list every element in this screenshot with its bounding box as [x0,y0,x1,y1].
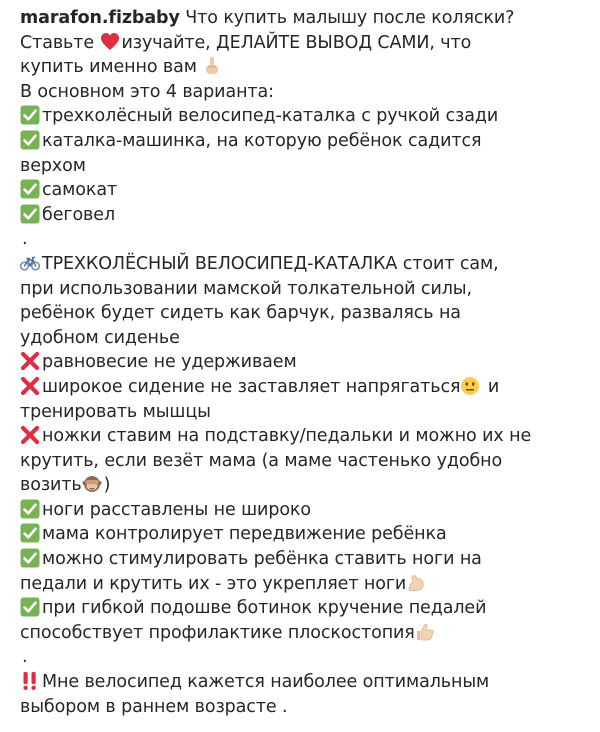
pro-text: ноги расставлены не широко [42,499,312,520]
green-check-icon [20,105,40,125]
conclusion-text: Мне велосипед кажется наиболее оптимальным [42,672,490,693]
caption-line [20,80,586,105]
thumbs-up-icon [415,622,435,642]
list-item [20,424,586,449]
caption-line [20,326,586,351]
green-check-icon [20,499,40,519]
con-text: тренировать мышцы [20,401,211,422]
red-cross-icon [20,376,40,396]
con-text: возить [20,475,82,496]
list-item [20,129,586,154]
caption-line [20,301,586,326]
caption-text: Ставьте [20,32,95,53]
caption-line [20,277,586,302]
see-no-evil-monkey-icon [82,474,102,494]
pro-text: способствует профилактике плоскостопия [20,622,415,643]
green-check-icon [20,548,40,568]
pro-text: педали и крутить их - это укрепляет ноги [20,573,407,594]
green-check-icon [20,597,40,617]
separator: . [22,229,28,250]
list-item [20,596,586,621]
variant-text: верхом [20,155,86,176]
variant-text: каталка-машинка, на которую ребёнок садится [42,130,482,151]
con-text: ) [103,475,111,496]
con-text: равновесие не удерживаем [42,352,297,373]
red-cross-icon [20,425,40,445]
caption-text: Что купить малышу после коляски? [185,8,515,28]
caption-line [20,55,586,80]
username-link[interactable]: marafon.fizbaby [20,8,180,28]
variant-text: самокат [42,180,118,201]
red-cross-icon [20,351,40,371]
green-check-icon [20,179,40,199]
list-item [20,350,586,375]
caption-text: купить именно вам [20,57,197,78]
pro-text: при гибкой подошве ботинок кручение педалей [42,598,487,619]
variant-text: беговел [42,204,116,225]
list-item [20,104,586,129]
neutral-face-icon [460,376,480,396]
list-item: широкое сидение не заставляет напрягаться и [20,375,586,400]
pro-text: мама контролирует передвижение ребёнка [42,524,447,545]
caption-line [20,670,586,695]
caption-line [20,154,586,179]
caption-text: В основном это 4 варианта: [20,81,274,102]
list-item [20,522,586,547]
caption-text: удобном сиденье [20,327,180,348]
bicycle-icon [20,253,40,273]
list-item [20,178,586,203]
caption-line [20,6,586,31]
variant-text: трехколёсный велосипед-каталка с ручкой сзади [42,106,499,127]
pointing-down-hand-icon [202,56,222,76]
separator: . [22,647,28,668]
caption-line [20,400,586,425]
green-check-icon [20,204,40,224]
flexed-biceps-icon [406,573,426,593]
caption-line [20,473,586,498]
caption-line [20,621,586,646]
con-text: широкое сидение не заставляет напрягаться [42,376,461,397]
list-item [20,547,586,572]
caption-text: стоит сам, [397,253,499,274]
list-item [20,203,586,228]
caption-line [20,572,586,597]
double-exclamation-icon [20,671,40,691]
caption-line [20,695,586,720]
caption-line [20,449,586,474]
green-check-icon [20,523,40,543]
caption-line [20,31,586,56]
conclusion-text: выбором в раннем возрасте . [20,696,288,717]
red-heart-icon [100,32,120,52]
green-check-icon [20,130,40,150]
caption-text: ребёнок будет сидеть как барчук, развалясь на [20,303,461,324]
caption-line [20,252,586,277]
pro-text: можно стимулировать ребёнка ставить ноги на [42,549,482,570]
caption-text: изучайте, ДЕЛАЙТЕ ВЫВОД САМИ, что [121,32,472,53]
caption-text: при использовании мамской толкательной силы, [20,278,472,299]
con-text: крутить, если везёт мама (а маме частенько удобно [20,450,503,471]
section-title: ТРЕХКОЛЁСНЫЙ ВЕЛОСИПЕД-КАТАЛКА [42,253,398,274]
list-item [20,498,586,523]
con-text: ножки ставим на подставку/педальки и можно их не [42,426,532,447]
